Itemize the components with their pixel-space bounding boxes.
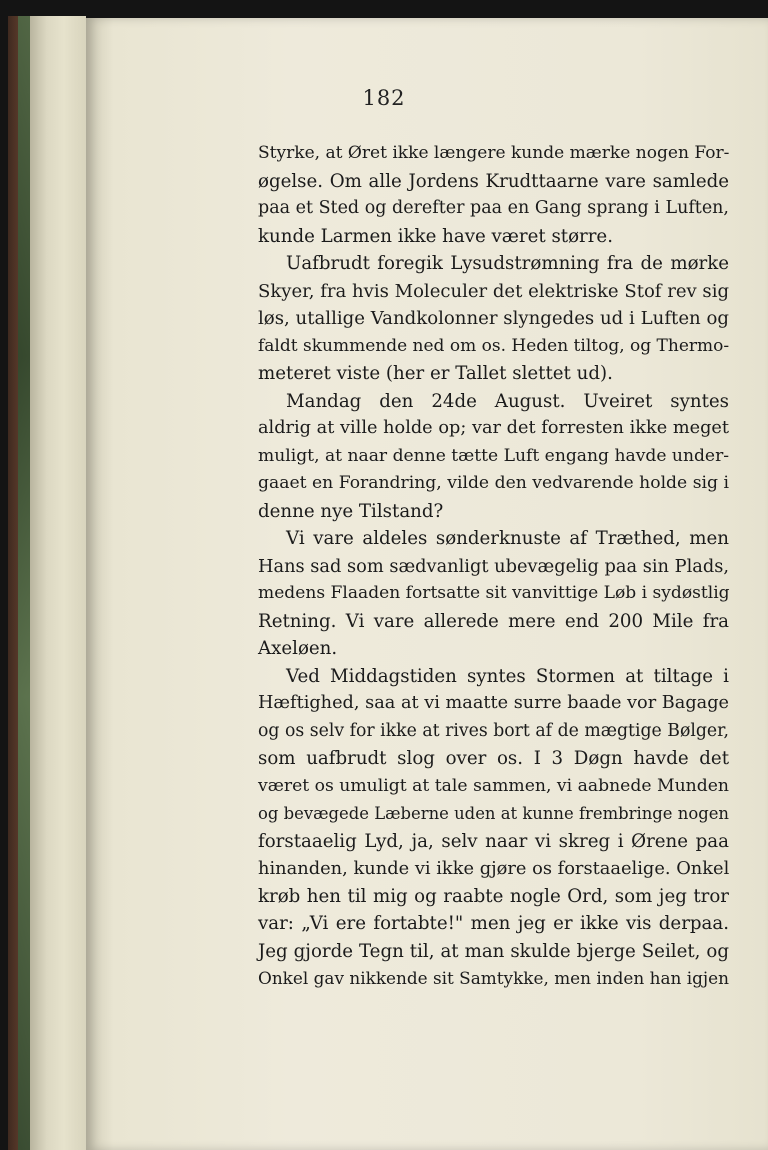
text-line: Onkel gav nikkende sit Samtykke, men inden han igjen xyxy=(258,968,729,988)
page-number: 182 xyxy=(362,86,406,110)
text-line: krøb hen til mig og raabte nogle Ord, som jeg tror xyxy=(258,885,729,907)
text-line: som uafbrudt slog over os. I 3 Døgn havde det xyxy=(258,748,729,769)
text-line: og bevægede Læberne uden at kunne frembringe nogen xyxy=(258,804,729,823)
text-line: forstaaelig Lyd, ja, selv naar vi skreg i Ørene paa xyxy=(258,830,729,852)
text-line: Uafbrudt foregik Lysudstrømning fra de mørke xyxy=(286,253,729,274)
text-line: paa et Sted og derefter paa en Gang sprang i Luften, xyxy=(258,198,729,218)
text-line: Hæftighed, saa at vi maatte surre baade vor Bagage xyxy=(258,693,729,713)
text-line: øgelse. Om alle Jordens Krudttaarne vare samlede xyxy=(258,170,729,192)
text-line: hinanden, kunde vi ikke gjøre os forstaaelige. Onkel xyxy=(258,858,730,879)
text-line: været os umuligt at tale sammen, vi aabnede Munden xyxy=(258,775,729,796)
text-line: aldrig at ville holde op; var det forresten ikke meget xyxy=(258,418,729,438)
text-line: og os selv for ikke at rives bort af de mægtige Bølger, xyxy=(258,720,729,741)
text-line: muligt, at naar denne tætte Luft engang havde under- xyxy=(258,445,730,466)
text-line: Jeg gjorde Tegn til, at man skulde bjerge Seilet, og xyxy=(258,940,729,962)
text-line: faldt skummende ned om os. Heden tiltog, og Thermo- xyxy=(258,335,730,356)
text-line: meteret viste (her er Tallet slettet ud). xyxy=(258,363,613,384)
text-line: Vi vare aldeles sønderknuste af Træthed, men xyxy=(286,528,729,549)
text-line: Retning. Vi vare allerede mere end 200 Mile fra xyxy=(258,610,729,632)
text-line: denne nye Tilstand? xyxy=(258,500,444,522)
text-line: Mandag den 24de August. Uveiret syntes xyxy=(286,390,729,412)
page-stack-edge xyxy=(30,16,86,1150)
text-line: løs, utallige Vandkolonner slyngedes ud i Luften og xyxy=(258,308,729,329)
text-line: Ved Middagstiden syntes Stormen at tiltage i xyxy=(286,665,729,687)
text-line: kunde Larmen ikke have været større. xyxy=(258,225,613,247)
text-line: Axeløen. xyxy=(258,638,338,659)
text-line: Skyer, fra hvis Moleculer det elektriske Stof rev sig xyxy=(258,280,729,302)
body-text xyxy=(258,140,729,993)
text-line: gaaet en Forandring, vilde den vedvarende holde sig i xyxy=(258,473,729,493)
text-line: medens Flaaden fortsatte sit vanvittige Løb i sydøstlig xyxy=(258,583,730,603)
text-line: Styrke, at Øret ikke længere kunde mærke nogen For- xyxy=(258,143,730,163)
text-line: Hans sad som sædvanligt ubevægelig paa sin Plads, xyxy=(258,555,729,577)
text-line: var: „Vi ere fortabte!" men jeg er ikke vis derpaa. xyxy=(258,913,729,934)
